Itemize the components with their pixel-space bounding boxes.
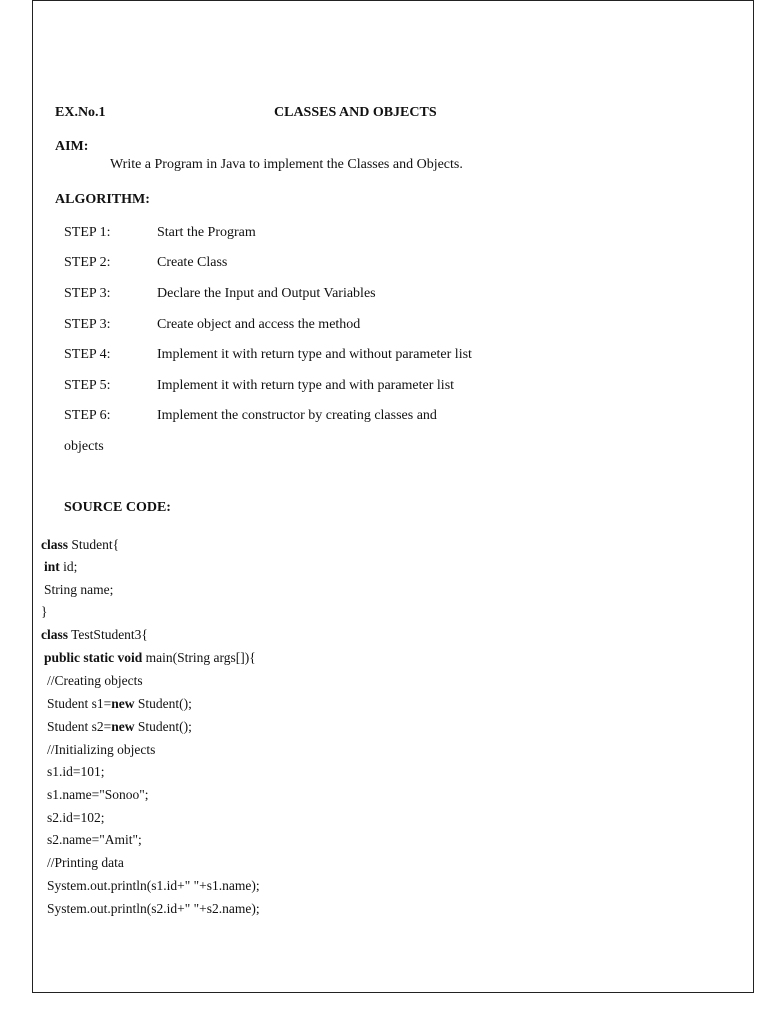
- step-label: STEP 4:: [64, 347, 111, 362]
- exercise-number: EX.No.1: [55, 105, 106, 120]
- code-text: Student s1=: [47, 696, 112, 711]
- step-text: Implement it with return type and without parameter list: [157, 347, 472, 362]
- code-line: s1.id=101;: [47, 764, 105, 779]
- aim-text: Write a Program in Java to implement the Classes and Objects.: [110, 157, 463, 172]
- code-line: [41, 537, 119, 553]
- step-text: Create object and access the method: [157, 317, 361, 332]
- code-keyword: class: [41, 537, 68, 552]
- code-text: id;: [59, 559, 78, 574]
- code-keyword: int: [44, 559, 60, 574]
- step-text: Create Class: [157, 255, 228, 270]
- algorithm-heading: ALGORITHM:: [55, 192, 150, 207]
- code-line: [41, 627, 148, 643]
- step-label: STEP 2:: [64, 255, 111, 270]
- step-text: Implement the constructor by creating classes and: [157, 408, 437, 423]
- code-text: Student();: [134, 696, 192, 711]
- document-title: CLASSES AND OBJECTS: [274, 105, 437, 120]
- code-line: [47, 696, 192, 712]
- code-line: [44, 650, 256, 666]
- code-text: TestStudent3{: [68, 627, 148, 642]
- code-line: [47, 719, 192, 735]
- code-line: s2.id=102;: [47, 810, 105, 825]
- code-text: Student s2=: [47, 719, 112, 734]
- step-label: STEP 6:: [64, 408, 111, 423]
- code-line: //Creating objects: [47, 673, 143, 688]
- code-line: //Initializing objects: [47, 742, 156, 757]
- code-keyword: class: [41, 627, 68, 642]
- code-line: System.out.println(s2.id+" "+s2.name);: [47, 901, 260, 916]
- code-line: s2.name="Amit";: [47, 832, 142, 847]
- code-text: main(String args[]){: [142, 650, 256, 665]
- step-text: Implement it with return type and with parameter list: [157, 378, 455, 393]
- aim-heading: AIM:: [55, 139, 89, 154]
- code-line: String name;: [44, 582, 114, 597]
- step-text: Declare the Input and Output Variables: [157, 286, 376, 301]
- code-line: System.out.println(s1.id+" "+s1.name);: [47, 878, 260, 893]
- code-line: s1.name="Sonoo";: [47, 787, 149, 802]
- step-label: STEP 5:: [64, 378, 111, 393]
- code-keyword: new: [111, 719, 135, 734]
- code-keyword: new: [111, 696, 135, 711]
- code-line: //Printing data: [47, 855, 124, 870]
- code-text: Student();: [134, 719, 192, 734]
- step-text: Start the Program: [157, 225, 256, 240]
- step-continuation: objects: [64, 439, 104, 454]
- step-label: STEP 3:: [64, 317, 111, 332]
- step-label: STEP 1:: [64, 225, 111, 240]
- code-line: }: [41, 604, 48, 619]
- code-keyword: public static void: [44, 650, 143, 665]
- code-text: Student{: [68, 537, 120, 552]
- code-line: [44, 559, 77, 575]
- step-label: STEP 3:: [64, 286, 111, 301]
- source-code-heading: SOURCE CODE:: [64, 500, 171, 515]
